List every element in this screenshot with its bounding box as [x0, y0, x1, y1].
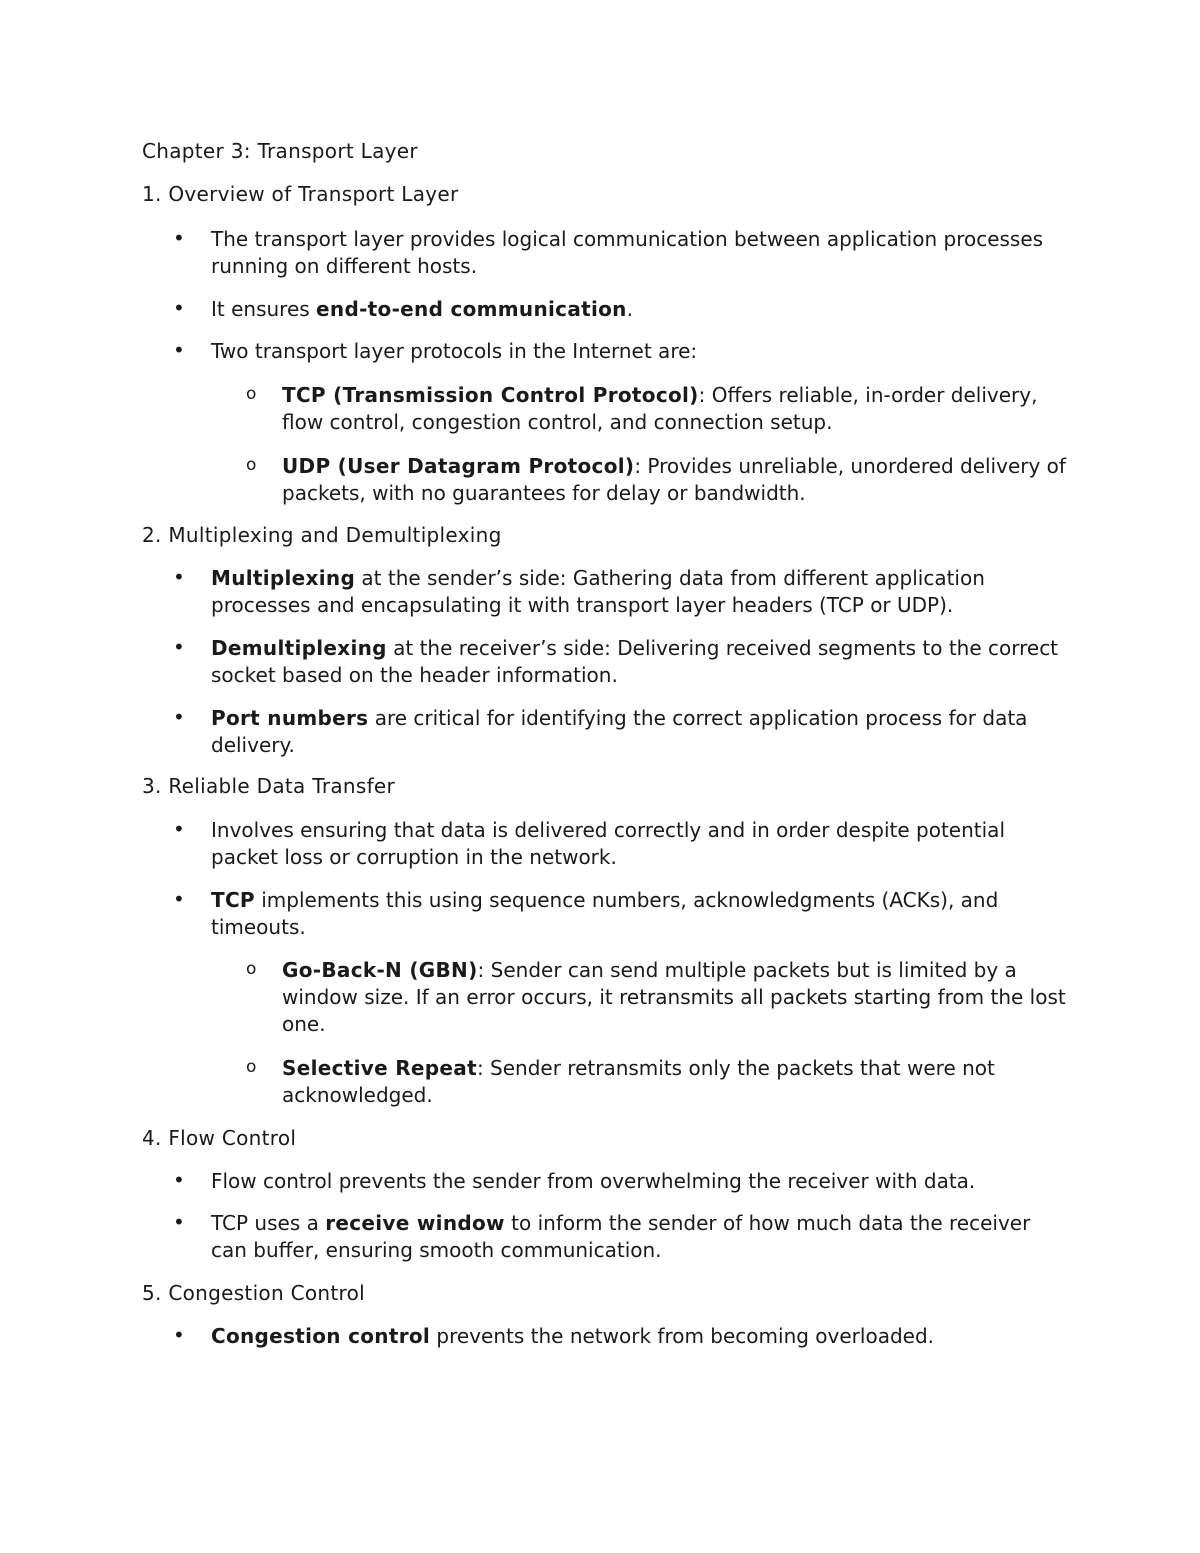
bullet-icon: • [173, 887, 185, 911]
bullet-icon: • [173, 1210, 185, 1234]
section-heading-3: 3. Reliable Data Transfer [142, 774, 396, 798]
sub-list-item: Selective Repeat: Sender retransmits only the packets that were not acknowledged. [282, 1056, 995, 1107]
sub-bullet-icon: o [246, 1057, 257, 1077]
list-item: TCP uses a receive window to inform the sender of how much data the receiver can buffer, ensuring smooth communication. [211, 1211, 1031, 1262]
bullet-icon: • [173, 817, 185, 841]
sub-list-item: TCP (Transmission Control Protocol): Offers reliable, in-order delivery, flow control, congestion control, and connection setup. [282, 383, 1038, 434]
bullet-icon: • [173, 338, 185, 362]
list-item: Port numbers are critical for identifying the correct application process for data delivery. [211, 706, 1028, 757]
section-heading-4: 4. Flow Control [142, 1126, 297, 1150]
sub-bullet-icon: o [246, 959, 257, 979]
section-heading-2: 2. Multiplexing and Demultiplexing [142, 523, 502, 547]
list-item: The transport layer provides logical communication between application processes running on different hosts. [211, 227, 1044, 278]
list-item: Involves ensuring that data is delivered correctly and in order despite potential packet loss or corruption in the network. [211, 818, 1005, 869]
sub-bullet-icon: o [246, 384, 257, 404]
list-item: TCP implements this using sequence numbers, acknowledgments (ACKs), and timeouts. [211, 888, 999, 939]
bullet-icon: • [173, 226, 185, 250]
bullet-icon: • [173, 1323, 185, 1347]
list-item: It ensures end-to-end communication. [211, 297, 634, 321]
bullet-icon: • [173, 296, 185, 320]
bullet-icon: • [173, 1168, 185, 1192]
section-heading-5: 5. Congestion Control [142, 1281, 365, 1305]
page-title: Chapter 3: Transport Layer [142, 139, 418, 163]
section-heading-1: 1. Overview of Transport Layer [142, 182, 459, 206]
list-item: Flow control prevents the sender from overwhelming the receiver with data. [211, 1169, 976, 1193]
bullet-icon: • [173, 635, 185, 659]
list-item: Multiplexing at the sender’s side: Gathering data from different application processes and encapsulating it with transport layer headers (TCP or UDP). [211, 566, 985, 617]
list-item: Congestion control prevents the network from becoming overloaded. [211, 1324, 934, 1348]
bullet-icon: • [173, 565, 185, 589]
sub-list-item: UDP (User Datagram Protocol): Provides unreliable, unordered delivery of packets, with no guarantees for delay or bandwidth. [282, 454, 1066, 505]
bullet-icon: • [173, 705, 185, 729]
sub-bullet-icon: o [246, 455, 257, 475]
list-item: Demultiplexing at the receiver’s side: Delivering received segments to the correct socket based on the header information. [211, 636, 1059, 687]
sub-list-item: Go-Back-N (GBN): Sender can send multiple packets but is limited by a window size. If an error occurs, it retransmits all packets starting from the lost one. [282, 958, 1066, 1036]
list-item: Two transport layer protocols in the Internet are: [211, 339, 698, 363]
